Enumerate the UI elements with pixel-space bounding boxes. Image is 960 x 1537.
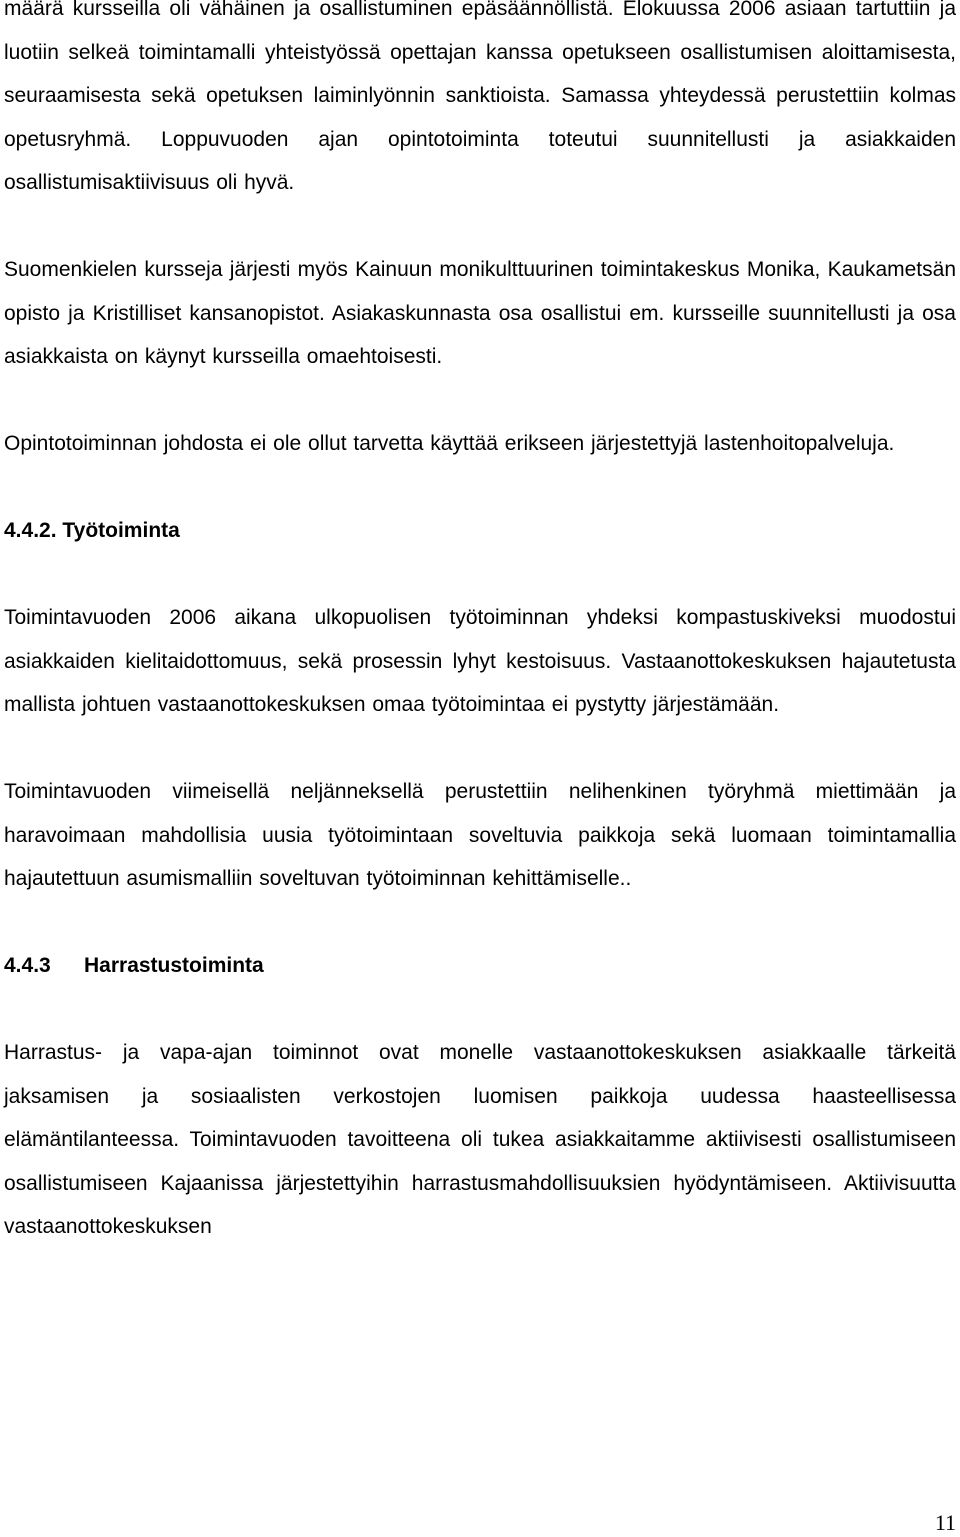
section-title: Harrastustoiminta [84,954,264,977]
paragraph-language-courses: Suomenkielen kursseja järjesti myös Kainuun monikulttuurinen toimintakeskus Monika, Kaukametsän opisto ja Kristilliset kansanopistot. Asiakaskunnasta osa osallistui em. kursseille suunnitellusti ja osa asiakkaista on käynyt kursseilla omaehtoisesti. [4,258,956,368]
section-heading-hobby-activity [4,944,956,988]
paragraph-childcare: Opintotoiminnan johdosta ei ole ollut tarvetta käyttää erikseen järjestettyjä lastenhoitopalveluja. [4,432,895,455]
section-number: 4.4.3 [4,954,51,977]
paragraph-hobby-activity: Harrastus- ja vapa-ajan toiminnot ovat monelle vastaanottokeskuksen asiakkaalle tärkeitä jaksamisen ja sosiaalisten verkostojen luomisen paikkoja uudessa haasteellisessa elämäntilanteessa. Toimintavuoden tavoitteena oli tukea asiakkaitamme aktiivisesti osallistumiseen osallistumiseen Kajaanissa järjestettyihin harrastusmahdollisuuksien hyödyntämiseen. Aktiivisuutta vastaanottokeskuksen [4,1041,956,1238]
paragraph-work-activity-2: Toimintavuoden viimeisellä neljänneksellä perustettiin nelihenkinen työryhmä miettimään ja haravoimaan mahdollisia uusia työtoimintaan soveltuvia paikkoja sekä luomaan toimintamallia hajautettuun asumismalliin soveltuvan työtoiminnan kehittämiselle.. [4,780,956,890]
paragraph-work-activity-1: Toimintavuoden 2006 aikana ulkopuolisen työtoiminnan yhdeksi kompastuskiveksi muodostui asiakkaiden kielitaidottomuus, sekä prosessin lyhyt kestoisuus. Vastaanottokeskuksen hajautetusta mallista johtuen vastaanottokeskuksen omaa työtoimintaa ei pystytty järjestämään. [4,606,956,716]
document-page [4,0,956,1249]
page-number: 11 [934,1510,956,1535]
section-heading-work-activity: 4.4.2. Työtoiminta [4,519,180,542]
paragraph-study-activity: määrä kursseilla oli vähäinen ja osallistuminen epäsäännöllistä. Elokuussa 2006 asiaan tartuttiin ja luotiin selkeä toimintamalli yhteistyössä opettajan kanssa opetukseen osallistumisen aloittamisesta, seuraamisesta sekä opetuksen laiminlyönnin sanktioista. Samassa yhteydessä perustettiin kolmas opetusryhmä. Loppuvuoden ajan opintotoiminta toteutui suunnitellusti ja asiakkaiden osallistumisaktiivisuus oli hyvä. [4,0,956,194]
